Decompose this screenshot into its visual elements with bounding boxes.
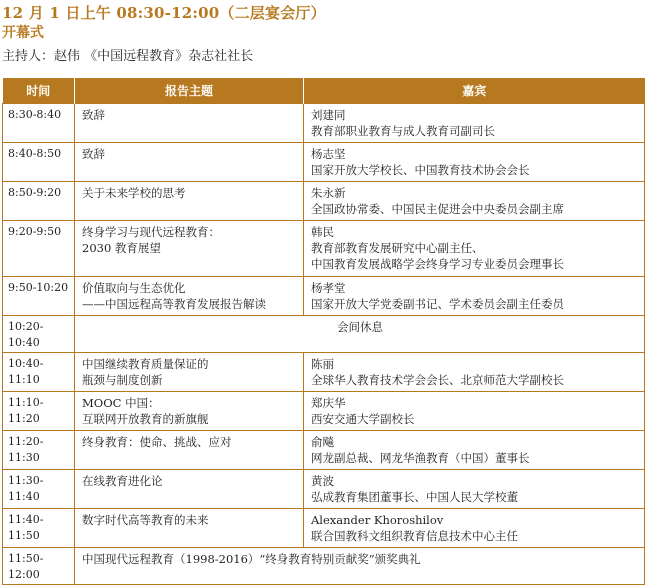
guest-title: 西安交通大学副校长	[311, 412, 415, 426]
guest-name: 俞飚	[311, 435, 334, 449]
cell-time: 8:40-8:50	[3, 143, 75, 182]
header-time: 时间	[3, 78, 75, 104]
cell-topic	[75, 353, 304, 392]
guest-name: 郑庆华	[311, 396, 346, 410]
guest-name: 刘建同	[311, 108, 346, 122]
cell-guest	[304, 143, 645, 182]
table-row	[3, 143, 645, 182]
schedule-table	[2, 78, 645, 585]
table-header-row	[3, 78, 645, 104]
cell-break: 会间休息	[75, 316, 645, 353]
table-row	[3, 104, 645, 143]
cell-guest	[304, 104, 645, 143]
cell-guest	[304, 182, 645, 221]
table-row	[3, 353, 645, 392]
topic-line: 价值取向与生态优化	[82, 281, 186, 295]
topic-line: 中国继续教育质量保证的	[82, 357, 209, 371]
guest-name: 朱永新	[311, 186, 346, 200]
cell-topic	[75, 509, 304, 548]
cell-guest	[304, 470, 645, 509]
topic-line: ——中国远程高等教育发展报告解读	[82, 297, 266, 311]
table-row	[3, 277, 645, 316]
topic-line: MOOC 中国：	[82, 396, 160, 410]
guest-name: 杨志坚	[311, 147, 346, 161]
cell-guest	[304, 431, 645, 470]
cell-time: 11:40-11:50	[3, 509, 75, 548]
table-row	[3, 470, 645, 509]
guest-title: 联合国教科文组织教育信息技术中心主任	[311, 529, 518, 543]
table-row	[3, 392, 645, 431]
cell-time: 8:50-9:20	[3, 182, 75, 221]
guest-title: 中国教育发展战略学会终身学习专业委员会理事长	[311, 257, 564, 271]
topic-line: 终身教育：使命、挑战、应对	[82, 435, 232, 449]
cell-guest	[304, 221, 645, 277]
cell-topic	[75, 104, 304, 143]
table-row	[3, 431, 645, 470]
topic-line: 致辞	[82, 147, 105, 161]
cell-time: 9:50-10:20	[3, 277, 75, 316]
cell-time: 9:20-9:50	[3, 221, 75, 277]
session-title: 12 月 1 日上午 08:30-12:00（二层宴会厅）	[2, 4, 326, 22]
header-topic: 报告主题	[75, 78, 304, 104]
topic-line: 瓶颈与制度创新	[82, 373, 163, 387]
guest-name: 陈丽	[311, 357, 334, 371]
table-row	[3, 182, 645, 221]
guest-name: 杨孝堂	[311, 281, 346, 295]
host-line: 主持人：赵伟 《中国远程教育》杂志社社长	[2, 49, 254, 64]
cell-time: 10:40-11:10	[3, 353, 75, 392]
guest-title: 教育部职业教育与成人教育司副司长	[311, 124, 495, 138]
guest-title: 网龙副总裁、网龙华渔教育（中国）董事长	[311, 451, 530, 465]
cell-topic	[75, 182, 304, 221]
guest-name: 黄波	[311, 474, 334, 488]
cell-time: 11:50-12:00	[3, 548, 75, 585]
cell-guest	[304, 392, 645, 431]
cell-topic	[75, 143, 304, 182]
cell-guest	[304, 509, 645, 548]
topic-line: 2030 教育展望	[82, 241, 161, 255]
cell-time: 11:20-11:30	[3, 431, 75, 470]
topic-line: 数字时代高等教育的未来	[82, 513, 209, 527]
cell-topic	[75, 221, 304, 277]
cell-topic	[75, 431, 304, 470]
cell-topic	[75, 470, 304, 509]
guest-title: 国家开放大学党委副书记、学术委员会副主任委员	[311, 297, 564, 311]
guest-name: Alexander Khoroshilov	[311, 513, 444, 527]
cell-time: 8:30-8:40	[3, 104, 75, 143]
topic-line: 在线教育进化论	[82, 474, 163, 488]
cell-ceremony: 中国现代远程教育（1998-2016）“终身教育特别贡献奖”颁奖典礼	[75, 548, 645, 585]
cell-time: 11:30-11:40	[3, 470, 75, 509]
guest-title: 全球华人教育技术学会会长、北京师范大学副校长	[311, 373, 564, 387]
guest-title: 全国政协常委、中国民主促进会中央委员会副主席	[311, 202, 564, 216]
table-row	[3, 316, 645, 353]
table-row	[3, 548, 645, 585]
topic-line: 互联网开放教育的新旗舰	[82, 412, 209, 426]
table-row	[3, 221, 645, 277]
table-row	[3, 509, 645, 548]
guest-title: 国家开放大学校长、中国教育技术协会会长	[311, 163, 530, 177]
cell-time: 10:20-10:40	[3, 316, 75, 353]
topic-line: 致辞	[82, 108, 105, 122]
cell-topic	[75, 277, 304, 316]
cell-time: 11:10-11:20	[3, 392, 75, 431]
guest-name: 韩民	[311, 225, 334, 239]
cell-guest	[304, 353, 645, 392]
guest-title: 教育部教育发展研究中心副主任、	[311, 241, 484, 255]
topic-line: 关于未来学校的思考	[82, 186, 186, 200]
header-guest: 嘉宾	[304, 78, 645, 104]
topic-line: 终身学习与现代远程教育：	[82, 225, 220, 239]
cell-guest	[304, 277, 645, 316]
guest-title: 弘成教育集团董事长、中国人民大学校董	[311, 490, 518, 504]
session-name: 开幕式	[2, 25, 44, 41]
cell-topic	[75, 392, 304, 431]
